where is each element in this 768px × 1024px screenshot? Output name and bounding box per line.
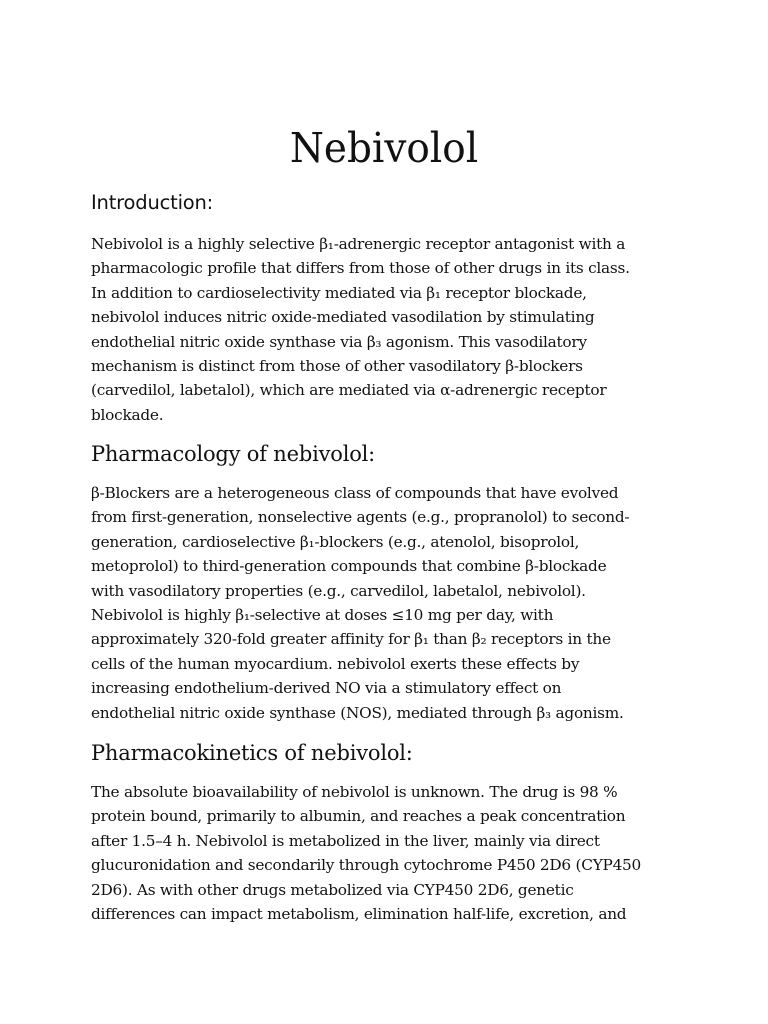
paragraph-line: differences can impact metabolism, elimination half-life, excretion, and [91, 905, 627, 924]
introduction-heading: Introduction: [91, 191, 214, 214]
paragraph-line: with vasodilatory properties (e.g., carvedilol, labetalol, nebivolol). [91, 581, 586, 600]
paragraph-line: The absolute bioavailability of nebivolol is unknown. The drug is 98 % [91, 783, 618, 801]
paragraph-line: (carvedilol, labetalol), which are mediated via α-adrenergic receptor [91, 381, 607, 400]
paragraph-line: approximately 320-fold greater affinity for β₁ than β₂ receptors in the [91, 630, 611, 649]
paragraph-line: Nebivolol is a highly selective β₁-adrenergic receptor antagonist with a [91, 235, 626, 253]
pharmacology-paragraph [91, 481, 691, 725]
paragraph-line: cells of the human myocardium. nebivolol exerts these effects by [91, 654, 580, 673]
paragraph-line: pharmacologic profile that differs from those of other drugs in its class. [91, 259, 630, 278]
paragraph-line: In addition to cardioselectivity mediated via β₁ receptor blockade, [91, 283, 587, 302]
paragraph-line: from first-generation, nonselective agents (e.g., propranolol) to second- [91, 508, 630, 527]
paragraph-line: 2D6). As with other drugs metabolized via CYP450 2D6, genetic [91, 880, 574, 899]
introduction-paragraph [91, 232, 691, 427]
pharmacokinetics-heading: Pharmacokinetics of nebivolol: [91, 741, 413, 765]
paragraph-line: protein bound, primarily to albumin, and reaches a peak concentration [91, 807, 626, 826]
document-title: Nebivolol [289, 124, 479, 172]
paragraph-line: after 1.5–4 h. Nebivolol is metabolized in the liver, mainly via direct [91, 831, 600, 850]
paragraph-line: endothelial nitric oxide synthase (NOS), mediated through β₃ agonism. [91, 703, 624, 722]
paragraph-line: β-Blockers are a heterogeneous class of compounds that have evolved [91, 484, 619, 502]
paragraph-line: generation, cardioselective β₁-blockers (e.g., atenolol, bisoprolol, [91, 532, 580, 551]
paragraph-line: Nebivolol is highly β₁-selective at doses ≤10 mg per day, with [91, 606, 554, 625]
pharmacokinetics-paragraph [91, 780, 691, 926]
paragraph-line: metoprolol) to third-generation compounds that combine β-blockade [91, 557, 607, 576]
pharmacology-heading: Pharmacology of nebivolol: [91, 442, 376, 466]
paragraph-line: nebivolol induces nitric oxide-mediated vasodilation by stimulating [91, 308, 595, 327]
paragraph-line: blockade. [91, 405, 164, 424]
paragraph-line: endothelial nitric oxide synthase via β₃ agonism. This vasodilatory [91, 332, 587, 351]
paragraph-line: increasing endothelium-derived NO via a stimulatory effect on [91, 679, 562, 698]
paragraph-line: mechanism is distinct from those of other vasodilatory β-blockers [91, 357, 583, 376]
paragraph-line: glucuronidation and secondarily through cytochrome P450 2D6 (CYP450 [91, 856, 642, 875]
